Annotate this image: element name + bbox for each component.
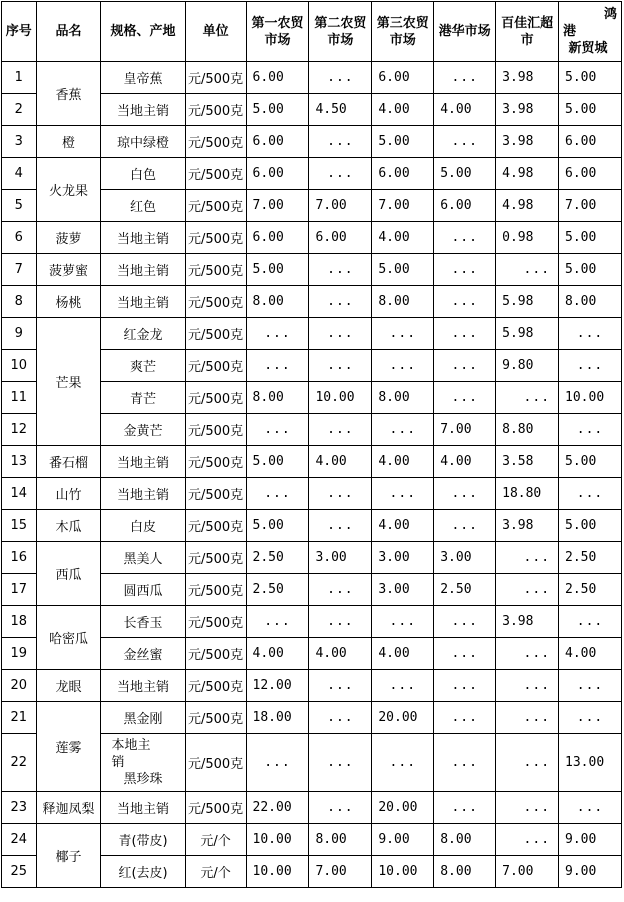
price-cell: ... <box>309 350 372 382</box>
price-cell: ... <box>496 574 559 606</box>
price-cell: 4.00 <box>434 94 496 126</box>
price-cell: 9.80 <box>496 350 559 382</box>
price-cell: 3.98 <box>496 126 559 158</box>
price-cell: 4.98 <box>496 190 559 222</box>
row-number-cell: 24 <box>2 824 37 856</box>
price-cell: 6.00 <box>246 222 309 254</box>
price-cell: 9.00 <box>559 824 622 856</box>
price-cell: 8.00 <box>246 286 309 318</box>
price-cell: ... <box>559 670 622 702</box>
unit-cell: 元/500克 <box>185 222 246 254</box>
price-cell: ... <box>434 478 496 510</box>
price-cell: ... <box>246 414 309 446</box>
price-cell: ... <box>559 478 622 510</box>
price-cell: ... <box>434 792 496 824</box>
product-name-cell: 香蕉 <box>36 62 101 126</box>
price-cell: 6.00 <box>434 190 496 222</box>
row-number-cell: 6 <box>2 222 37 254</box>
price-cell: ... <box>372 318 434 350</box>
price-cell: 18.00 <box>246 702 309 734</box>
price-cell: ... <box>434 318 496 350</box>
price-cell: 8.80 <box>496 414 559 446</box>
row-number-cell: 13 <box>2 446 37 478</box>
spec-cell: 当地主销 <box>101 670 185 702</box>
price-cell: 5.00 <box>559 446 622 478</box>
price-cell: 4.00 <box>372 222 434 254</box>
price-cell: ... <box>434 702 496 734</box>
price-cell: ... <box>496 638 559 670</box>
spec-cell: 圆西瓜 <box>101 574 185 606</box>
price-cell: ... <box>309 478 372 510</box>
spec-cell: 长香玉 <box>101 606 185 638</box>
row-number-cell: 11 <box>2 382 37 414</box>
price-cell: 6.00 <box>372 158 434 190</box>
product-name-cell: 火龙果 <box>36 158 101 222</box>
table-row <box>2 126 622 158</box>
price-cell: 5.00 <box>246 446 309 478</box>
price-cell: ... <box>496 702 559 734</box>
price-cell: 6.00 <box>559 158 622 190</box>
price-cell: ... <box>372 670 434 702</box>
unit-cell: 元/个 <box>185 856 246 888</box>
row-number-cell: 19 <box>2 638 37 670</box>
price-cell: ... <box>309 254 372 286</box>
price-cell: 8.00 <box>309 824 372 856</box>
price-cell: 4.00 <box>309 446 372 478</box>
unit-cell: 元/500克 <box>185 382 246 414</box>
unit-cell: 元/500克 <box>185 414 246 446</box>
price-cell: ... <box>246 734 309 792</box>
price-cell: 7.00 <box>372 190 434 222</box>
price-cell: ... <box>372 478 434 510</box>
table-row <box>2 318 622 350</box>
col-header-no: 序号 <box>2 2 37 62</box>
price-cell: 3.98 <box>496 510 559 542</box>
price-cell: ... <box>309 414 372 446</box>
spec-cell: 当地主销 <box>101 286 185 318</box>
price-cell: 5.00 <box>559 510 622 542</box>
price-cell: 20.00 <box>372 792 434 824</box>
row-number-cell: 2 <box>2 94 37 126</box>
unit-cell: 元/个 <box>185 824 246 856</box>
price-cell: ... <box>372 414 434 446</box>
spec-cell: 当地主销 <box>101 478 185 510</box>
product-name-cell: 杨桃 <box>36 286 101 318</box>
price-cell: ... <box>559 414 622 446</box>
price-cell: ... <box>496 792 559 824</box>
product-name-cell: 菠萝蜜 <box>36 254 101 286</box>
table-row <box>2 158 622 190</box>
table-row <box>2 254 622 286</box>
col-header-honggang: 鸿 港 新贸城 <box>559 2 622 62</box>
product-name-cell: 番石榴 <box>36 446 101 478</box>
price-cell: ... <box>309 792 372 824</box>
price-cell: 3.00 <box>372 542 434 574</box>
price-cell: ... <box>434 62 496 94</box>
price-cell: 8.00 <box>434 856 496 888</box>
price-cell: 3.00 <box>434 542 496 574</box>
price-cell: 4.50 <box>309 94 372 126</box>
row-number-cell: 3 <box>2 126 37 158</box>
spec-cell: 皇帝蕉 <box>101 62 185 94</box>
price-cell: ... <box>434 286 496 318</box>
row-number-cell: 16 <box>2 542 37 574</box>
price-cell: ... <box>496 670 559 702</box>
spec-cell: 当地主销 <box>101 446 185 478</box>
price-cell: 7.00 <box>309 856 372 888</box>
table-row <box>2 478 622 510</box>
price-cell: 3.00 <box>372 574 434 606</box>
price-cell: ... <box>559 606 622 638</box>
price-cell: 4.00 <box>372 94 434 126</box>
unit-cell: 元/500克 <box>185 734 246 792</box>
price-cell: 10.00 <box>246 824 309 856</box>
price-cell: 4.00 <box>309 638 372 670</box>
price-cell: ... <box>434 510 496 542</box>
price-cell: 4.00 <box>246 638 309 670</box>
row-number-cell: 15 <box>2 510 37 542</box>
price-cell: 18.80 <box>496 478 559 510</box>
spec-cell: 白皮 <box>101 510 185 542</box>
price-cell: 4.00 <box>434 446 496 478</box>
unit-cell: 元/500克 <box>185 670 246 702</box>
price-cell: 5.00 <box>372 126 434 158</box>
price-cell: 5.00 <box>246 510 309 542</box>
price-cell: 6.00 <box>246 62 309 94</box>
row-number-cell: 22 <box>2 734 37 792</box>
row-number-cell: 12 <box>2 414 37 446</box>
price-cell: 2.50 <box>246 542 309 574</box>
price-cell: ... <box>309 286 372 318</box>
unit-cell: 元/500克 <box>185 286 246 318</box>
price-cell: 6.00 <box>559 126 622 158</box>
price-cell: 7.00 <box>309 190 372 222</box>
price-cell: 10.00 <box>372 856 434 888</box>
price-cell: 20.00 <box>372 702 434 734</box>
unit-cell: 元/500克 <box>185 318 246 350</box>
price-cell: ... <box>434 350 496 382</box>
price-cell: ... <box>434 638 496 670</box>
spec-cell: 金黄芒 <box>101 414 185 446</box>
price-cell: ... <box>434 254 496 286</box>
price-cell: ... <box>309 158 372 190</box>
unit-cell: 元/500克 <box>185 638 246 670</box>
price-cell: ... <box>246 318 309 350</box>
price-cell: 2.50 <box>246 574 309 606</box>
unit-cell: 元/500克 <box>185 62 246 94</box>
price-cell: 8.00 <box>434 824 496 856</box>
header-row <box>2 2 622 62</box>
price-cell: ... <box>559 792 622 824</box>
table-row <box>2 792 622 824</box>
price-cell: ... <box>496 734 559 792</box>
price-cell: ... <box>559 350 622 382</box>
col-header-spec: 规格、产地 <box>101 2 185 62</box>
price-cell: ... <box>309 670 372 702</box>
product-name-cell: 橙 <box>36 126 101 158</box>
price-cell: 5.98 <box>496 286 559 318</box>
col-header-market2: 第二农贸 市场 <box>309 2 372 62</box>
table-row <box>2 702 622 734</box>
price-cell: ... <box>434 382 496 414</box>
spec-cell: 红(去皮) <box>101 856 185 888</box>
price-cell: ... <box>496 824 559 856</box>
table-row <box>2 446 622 478</box>
table-row <box>2 222 622 254</box>
col-header-baijiahui: 百佳汇超 市 <box>496 2 559 62</box>
unit-cell: 元/500克 <box>185 702 246 734</box>
price-cell: 10.00 <box>246 856 309 888</box>
price-cell: ... <box>309 606 372 638</box>
product-name-cell: 哈密瓜 <box>36 606 101 670</box>
table-row <box>2 606 622 638</box>
row-number-cell: 5 <box>2 190 37 222</box>
spec-cell: 琼中绿橙 <box>101 126 185 158</box>
table-row <box>2 286 622 318</box>
spec-cell: 黑金刚 <box>101 702 185 734</box>
unit-cell: 元/500克 <box>185 542 246 574</box>
price-cell: 5.00 <box>246 94 309 126</box>
price-cell: ... <box>372 734 434 792</box>
product-name-cell: 木瓜 <box>36 510 101 542</box>
price-cell: 2.50 <box>559 574 622 606</box>
row-number-cell: 17 <box>2 574 37 606</box>
price-cell: 10.00 <box>559 382 622 414</box>
row-number-cell: 23 <box>2 792 37 824</box>
unit-cell: 元/500克 <box>185 254 246 286</box>
col-header-unit: 单位 <box>185 2 246 62</box>
row-number-cell: 9 <box>2 318 37 350</box>
product-name-cell: 椰子 <box>36 824 101 888</box>
unit-cell: 元/500克 <box>185 606 246 638</box>
spec-cell: 红色 <box>101 190 185 222</box>
row-number-cell: 20 <box>2 670 37 702</box>
spec-cell: 金丝蜜 <box>101 638 185 670</box>
price-cell: 5.00 <box>434 158 496 190</box>
price-cell: ... <box>309 734 372 792</box>
row-number-cell: 18 <box>2 606 37 638</box>
spec-cell: 青(带皮) <box>101 824 185 856</box>
row-number-cell: 14 <box>2 478 37 510</box>
price-cell: ... <box>309 702 372 734</box>
price-cell: ... <box>434 734 496 792</box>
table-row <box>2 824 622 856</box>
row-number-cell: 25 <box>2 856 37 888</box>
price-cell: 5.00 <box>559 62 622 94</box>
price-cell: 7.00 <box>246 190 309 222</box>
unit-cell: 元/500克 <box>185 190 246 222</box>
product-name-cell: 释迦凤梨 <box>36 792 101 824</box>
price-cell: 6.00 <box>309 222 372 254</box>
row-number-cell: 10 <box>2 350 37 382</box>
spec-cell: 当地主销 <box>101 94 185 126</box>
row-number-cell: 4 <box>2 158 37 190</box>
price-cell: ... <box>372 606 434 638</box>
price-cell: 10.00 <box>309 382 372 414</box>
price-cell: 8.00 <box>372 382 434 414</box>
row-number-cell: 8 <box>2 286 37 318</box>
price-cell: 3.00 <box>309 542 372 574</box>
price-cell: 5.00 <box>559 254 622 286</box>
price-cell: 9.00 <box>372 824 434 856</box>
price-cell: 7.00 <box>559 190 622 222</box>
product-name-cell: 龙眼 <box>36 670 101 702</box>
price-cell: ... <box>309 510 372 542</box>
product-name-cell: 菠萝 <box>36 222 101 254</box>
price-cell: 3.98 <box>496 62 559 94</box>
price-cell: ... <box>434 606 496 638</box>
unit-cell: 元/500克 <box>185 158 246 190</box>
table-row <box>2 62 622 94</box>
product-name-cell: 西瓜 <box>36 542 101 606</box>
table-row <box>2 670 622 702</box>
price-cell: ... <box>309 318 372 350</box>
price-cell: ... <box>434 222 496 254</box>
price-cell: 8.00 <box>559 286 622 318</box>
price-cell: ... <box>309 126 372 158</box>
spec-cell: 当地主销 <box>101 792 185 824</box>
spec-cell: 爽芒 <box>101 350 185 382</box>
price-cell: 7.00 <box>496 856 559 888</box>
unit-cell: 元/500克 <box>185 350 246 382</box>
unit-cell: 元/500克 <box>185 126 246 158</box>
price-cell: ... <box>434 670 496 702</box>
row-number-cell: 21 <box>2 702 37 734</box>
price-cell: ... <box>496 542 559 574</box>
price-cell: ... <box>246 606 309 638</box>
price-cell: 4.00 <box>372 510 434 542</box>
table-row <box>2 510 622 542</box>
spec-cell: 当地主销 <box>101 254 185 286</box>
price-cell: 12.00 <box>246 670 309 702</box>
col-header-market3: 第三农贸 市场 <box>372 2 434 62</box>
price-cell: 13.00 <box>559 734 622 792</box>
price-cell: ... <box>496 254 559 286</box>
price-cell: ... <box>309 62 372 94</box>
price-cell: 3.98 <box>496 606 559 638</box>
price-cell: ... <box>309 574 372 606</box>
col-header-ganghua: 港华市场 <box>434 2 496 62</box>
row-number-cell: 1 <box>2 62 37 94</box>
price-cell: ... <box>434 126 496 158</box>
price-cell: 8.00 <box>246 382 309 414</box>
product-name-cell: 芒果 <box>36 318 101 446</box>
spec-cell: 红金龙 <box>101 318 185 350</box>
price-cell: 5.00 <box>246 254 309 286</box>
price-cell: ... <box>559 318 622 350</box>
product-name-cell: 山竹 <box>36 478 101 510</box>
spec-cell: 本地主 销 黑珍珠 <box>101 734 185 792</box>
price-cell: ... <box>246 478 309 510</box>
price-cell: 6.00 <box>246 158 309 190</box>
unit-cell: 元/500克 <box>185 478 246 510</box>
price-cell: 5.00 <box>559 222 622 254</box>
spec-cell: 青芒 <box>101 382 185 414</box>
col-header-name: 品名 <box>36 2 101 62</box>
price-cell: 6.00 <box>372 62 434 94</box>
price-cell: 7.00 <box>434 414 496 446</box>
col-header-market1: 第一农贸 市场 <box>246 2 309 62</box>
unit-cell: 元/500克 <box>185 792 246 824</box>
price-cell: 4.00 <box>372 638 434 670</box>
price-cell: 3.58 <box>496 446 559 478</box>
price-cell: ... <box>559 702 622 734</box>
spec-cell: 白色 <box>101 158 185 190</box>
price-cell: 5.00 <box>559 94 622 126</box>
price-cell: 5.98 <box>496 318 559 350</box>
unit-cell: 元/500克 <box>185 446 246 478</box>
unit-cell: 元/500克 <box>185 574 246 606</box>
price-cell: ... <box>372 350 434 382</box>
price-cell: 8.00 <box>372 286 434 318</box>
price-cell: 4.00 <box>559 638 622 670</box>
unit-cell: 元/500克 <box>185 510 246 542</box>
price-cell: 2.50 <box>559 542 622 574</box>
price-cell: 0.98 <box>496 222 559 254</box>
price-cell: 9.00 <box>559 856 622 888</box>
price-cell: 4.00 <box>372 446 434 478</box>
price-cell: 3.98 <box>496 94 559 126</box>
product-name-cell: 莲雾 <box>36 702 101 792</box>
table-row <box>2 542 622 574</box>
spec-cell: 当地主销 <box>101 222 185 254</box>
price-cell: 6.00 <box>246 126 309 158</box>
price-cell: 2.50 <box>434 574 496 606</box>
price-cell: 4.98 <box>496 158 559 190</box>
spec-cell: 黑美人 <box>101 542 185 574</box>
unit-cell: 元/500克 <box>185 94 246 126</box>
price-cell: ... <box>246 350 309 382</box>
row-number-cell: 7 <box>2 254 37 286</box>
price-cell: 5.00 <box>372 254 434 286</box>
price-cell: ... <box>496 382 559 414</box>
price-table <box>1 1 622 888</box>
price-cell: 22.00 <box>246 792 309 824</box>
